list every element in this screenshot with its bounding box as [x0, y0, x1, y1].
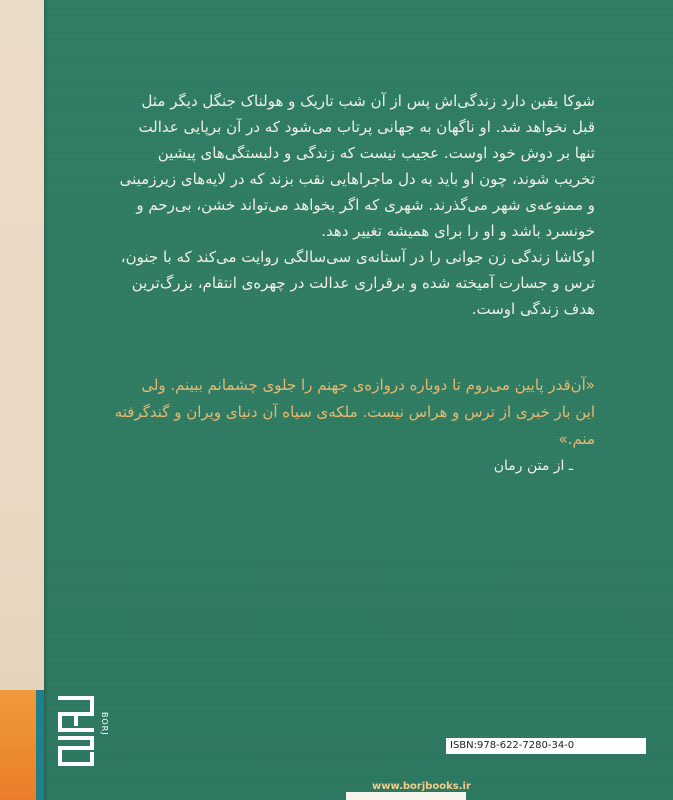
spine-strip	[0, 0, 44, 800]
blurb	[100, 88, 595, 322]
quote-line: این بار خبری از ترس و هراس نیست. ملکه‌ی سیاه آن دنیای ویران و گندگرفته	[114, 403, 595, 421]
quote-source: ـ از متن رمان	[493, 458, 573, 474]
publisher-logo-text: BORJ	[100, 712, 109, 736]
spine-teal-band	[36, 690, 44, 800]
publisher-logo-icon	[56, 694, 96, 768]
publisher-website: www.borjbooks.ir	[372, 781, 471, 792]
spine-shadow	[44, 0, 48, 800]
quote-line: منم.»	[558, 430, 595, 448]
quote-line: «آن‌قدر پایین می‌روم تا دوباره دروازه‌ی جهنم را جلوی چشمانم ببینم. ولی	[141, 376, 595, 394]
blurb-line: اوکاشا زندگی زن جوانی را در آستانه‌ی سی‌سالگی روایت می‌کند که با جنون،	[120, 248, 595, 266]
blurb-line: ترس و جسارت آمیخته شده و برقراری عدالت در چهره‌ی انتقام، بزرگ‌ترین	[131, 274, 595, 292]
blurb-line: و ممنوعه‌ی شهر می‌گذرند. شهری که اگر بخواهد می‌تواند خشن، بی‌رحم و	[136, 196, 595, 214]
blurb-line: شوکا یقین دارد زندگی‌اش پس از آن شب تاریک و هولناک جنگل دیگر مثل	[141, 92, 595, 110]
blurb-line: خونسرد باشد و او را برای همیشه تغییر دهد.	[321, 222, 595, 240]
isbn-label: ISBN:978-622-7280-34-0	[446, 738, 646, 754]
blurb-line: تخریب شوند، چون او باید به دل ماجراهایی نقب بزند که در لایه‌های زیرزمینی	[119, 170, 595, 188]
blurb-line: تنها بر دوش خود اوست. عجیب نیست که زندگی و دلبستگی‌های پیشین	[157, 144, 595, 162]
novel-quote	[92, 372, 595, 453]
blurb-line: قبل نخواهد شد. او ناگهان به جهانی پرتاب می‌شود که در آن برپایی عدالت	[138, 118, 595, 136]
price-sticker	[346, 792, 466, 800]
blurb-line: هدف زندگی اوست.	[471, 300, 595, 318]
